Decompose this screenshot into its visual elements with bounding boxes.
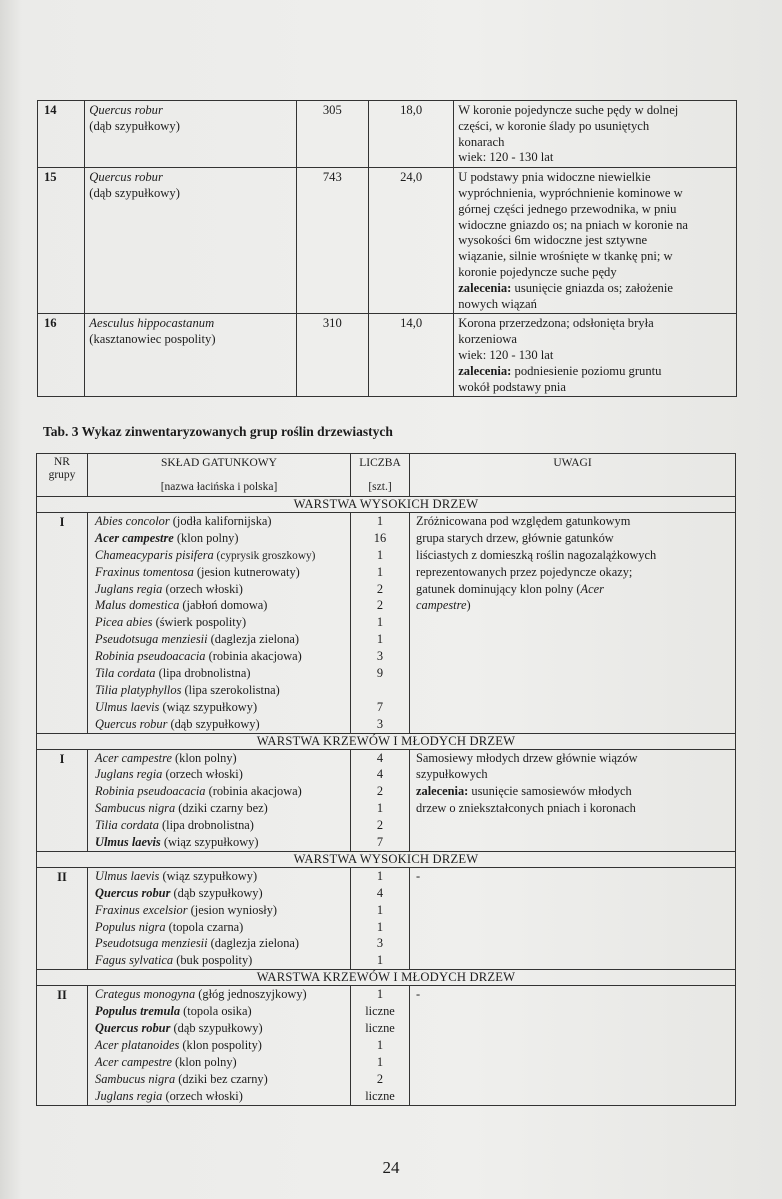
species-entry (95, 868, 346, 885)
species-polish: (klon pospolity) (179, 1037, 262, 1052)
tree-inventory-table (37, 100, 737, 397)
species-latin: Quercus robur (95, 1021, 171, 1036)
species-count: 1 (376, 953, 384, 968)
remark-line: U podstawy pnia widoczne niewielkie (458, 170, 651, 185)
recommendation-label: zalecenia: (458, 363, 512, 378)
species-cell (85, 314, 296, 397)
species-polish: (buk pospolity) (173, 953, 253, 968)
table-caption: Tab. 3 Wykaz zinwentaryzowanych grup roślin drzewiastych (43, 424, 393, 439)
species-count: 1 (376, 987, 384, 1002)
species-count: 1 (376, 801, 384, 816)
species-polish: (lipa drobnolistna) (155, 666, 251, 681)
species-count (351, 682, 409, 699)
species-cell (85, 101, 296, 168)
remark-line: wysokości 6m widoczne jest sztywne (458, 233, 648, 248)
remark-line: wiek: 120 - 130 lat (458, 150, 554, 165)
species-latin: Ulmus laevis (95, 868, 160, 883)
species-entry (95, 935, 346, 952)
group-remarks (410, 867, 736, 969)
group-number: I (37, 749, 88, 851)
species-latin: Juglans regia (95, 767, 163, 782)
species-entry (95, 783, 346, 800)
species-latin: Acer campestre (95, 750, 172, 765)
group-remarks (410, 513, 736, 734)
species-latin: Tilia platyphyllos (95, 682, 182, 697)
group-row (37, 749, 736, 851)
species-polish: (dziki czarny bez) (175, 801, 268, 816)
species-polish: (dąb szypułkowy) (170, 1021, 263, 1036)
header-species (88, 454, 351, 497)
table-header-row (37, 454, 736, 497)
species-latin: Tilia cordata (95, 818, 159, 833)
remark-line: szypułkowych (416, 767, 488, 782)
species-latin: Crategus monogyna (95, 987, 196, 1002)
header-count (351, 454, 410, 497)
species-count: 1 (376, 902, 384, 917)
species-polish: (klon polny) (173, 530, 239, 545)
species-polish: (dąb szypułkowy) (167, 716, 260, 731)
species-entry (95, 530, 346, 547)
species-polish: (robinia akacjowa) (205, 784, 302, 799)
group-number: II (37, 986, 88, 1105)
species-latin: Tila cordata (95, 666, 156, 681)
species-latin: Quercus robur (95, 885, 171, 900)
species-polish: (jesion wyniosły) (187, 902, 278, 917)
count-list (351, 867, 410, 969)
remark-species: Acer (580, 581, 604, 596)
remark-line: reprezentowanych przez pojedyncze okazy; (416, 564, 633, 579)
species-list (88, 749, 351, 851)
species-count: liczne (365, 1088, 395, 1103)
species-count: 2 (376, 581, 384, 596)
species-count: 4 (376, 885, 384, 900)
remark-line: Zróżnicowana pod względem gatunkowym (416, 514, 631, 528)
remark-line: grupa starych drzew, głównie gatunków (416, 530, 614, 545)
group-number: I (37, 513, 88, 734)
species-latin: Acer campestre (95, 1054, 172, 1069)
species-count: 1 (376, 919, 384, 934)
species-latin: Sambucus nigra (95, 1071, 176, 1086)
species-entry (95, 665, 346, 682)
species-polish: (orzech włoski) (162, 1088, 243, 1103)
recommendation-line (458, 281, 732, 297)
species-entry (95, 513, 346, 530)
recommendation-text: usunięcie gniazda os; założenie (511, 280, 673, 295)
layer-title: WARSTWA WYSOKICH DRZEW (37, 851, 736, 867)
recommendation-text: nowych wiązań (458, 296, 537, 311)
species-entry (95, 716, 346, 733)
species-cell (85, 168, 296, 314)
remark-line: liściastych z domieszką roślin nagozalążkowych (416, 547, 657, 562)
layer-title: WARSTWA KRZEWÓW I MŁODYCH DRZEW (37, 733, 736, 749)
species-count: 1 (376, 1037, 384, 1052)
species-entry (95, 564, 346, 581)
species-latin: Quercus robur (89, 170, 163, 185)
species-count: 1 (376, 632, 384, 647)
species-latin: Aesculus hippocastanum (89, 316, 215, 331)
species-entry (95, 547, 346, 564)
species-latin: Sambucus nigra (95, 801, 176, 816)
species-entry (95, 766, 346, 783)
header-nr-label-2: grupy (48, 469, 76, 481)
group-row (37, 513, 736, 734)
species-latin: Malus domestica (95, 598, 180, 613)
species-count: liczne (365, 1021, 395, 1036)
species-polish: (topola czarna) (165, 919, 244, 934)
species-polish: (cyprysik groszkowy) (213, 549, 316, 562)
group-row (37, 986, 736, 1105)
species-polish: (lipa szerokolistna) (181, 682, 280, 697)
species-latin: Populus tremula (95, 1004, 181, 1019)
species-entry (95, 919, 346, 936)
species-latin: Quercus robur (89, 103, 163, 117)
remark-line: W koronie pojedyncze suche pędy w dolnej (458, 103, 679, 117)
remark-line: górnej części jednego przewodnika, w pniu (458, 201, 677, 216)
species-latin: Fraxinus tomentosa (95, 564, 194, 579)
section-header-row (37, 733, 736, 749)
recommendation-label: zalecenia: (458, 280, 512, 295)
species-count: 2 (376, 818, 384, 833)
recommendation-text: usunięcie samosiewów młodych (468, 784, 632, 799)
recommendation-line (458, 364, 732, 380)
remark-line: - (416, 987, 421, 1002)
height-cell: 18,0 (369, 101, 454, 168)
species-latin: Quercus robur (95, 716, 168, 731)
species-entry (95, 1020, 346, 1037)
remark-line: wiązanie, silnie wrośnięte w tkankę pni; w (458, 249, 673, 264)
remarks-cell (454, 314, 737, 397)
species-entry (95, 648, 346, 665)
group-remarks (410, 749, 736, 851)
count-list (351, 513, 410, 734)
species-polish: (jabłoń domowa) (179, 598, 268, 613)
species-latin: Fraxinus excelsior (95, 902, 188, 917)
species-polish: (świerk pospolity) (152, 615, 247, 630)
species-latin: Acer platanoides (95, 1037, 180, 1052)
page-number: 24 (382, 1158, 400, 1177)
species-entry (95, 750, 346, 767)
species-polish: (dąb szypułkowy) (89, 185, 180, 200)
species-entry (95, 682, 346, 699)
group-remarks (410, 986, 736, 1105)
tree-number: 16 (38, 314, 85, 397)
species-entry (95, 885, 346, 902)
species-latin: Abies concolor (95, 514, 170, 528)
circumference-cell: 310 (296, 314, 369, 397)
species-polish: (kasztanowiec pospolity) (89, 332, 216, 347)
remark-line: Korona przerzedzona; odsłonięta bryła (458, 316, 654, 331)
group-number: II (37, 867, 88, 969)
species-entry (95, 597, 346, 614)
count-list (351, 986, 410, 1105)
species-latin: Ulmus laevis (95, 699, 160, 714)
remark-line: widoczne gniazdo os; na pniach w koronie na (458, 217, 688, 232)
header-remarks: UWAGI (410, 454, 736, 497)
species-polish: (orzech włoski) (162, 767, 243, 782)
remark-species: campestre (416, 598, 467, 613)
header-species-label: SKŁAD GATUNKOWY (161, 457, 277, 469)
remark-line: koronie pojedyncze suche pędy (458, 264, 617, 279)
remark-line: Samosiewy młodych drzew głównie wiązów (416, 750, 638, 765)
species-polish: (głóg jednoszyjkowy) (195, 987, 307, 1002)
species-count: 1 (376, 514, 384, 528)
species-entry (95, 614, 346, 631)
species-count: 3 (376, 716, 384, 731)
count-list (351, 749, 410, 851)
species-latin: Robinia pseudoacacia (95, 649, 206, 664)
remark-line: korzeniowa (458, 332, 517, 347)
layer-title: WARSTWA KRZEWÓW I MŁODYCH DRZEW (37, 970, 736, 986)
species-count: 1 (376, 615, 384, 630)
species-entry (95, 631, 346, 648)
species-count: 2 (376, 598, 384, 613)
species-count: 7 (376, 699, 384, 714)
group-inventory-table (36, 453, 736, 1106)
species-polish: (dąb szypułkowy) (170, 885, 263, 900)
species-polish: (daglezja zielona) (207, 632, 300, 647)
species-count: liczne (365, 1004, 395, 1019)
recommendation-text: wokół podstawy pnia (458, 379, 566, 394)
species-list (88, 986, 351, 1105)
species-polish: (robinia akacjowa) (205, 649, 302, 664)
group-row (37, 867, 736, 969)
species-polish: (topola osika) (180, 1004, 252, 1019)
species-latin: Acer campestre (95, 530, 174, 545)
species-polish: (wiąz szypułkowy) (159, 699, 258, 714)
species-count: 7 (376, 835, 384, 850)
tree-number: 15 (38, 168, 85, 314)
remark-line: konarach (458, 134, 505, 149)
species-count: 1 (376, 547, 384, 562)
species-entry (95, 902, 346, 919)
species-polish: (dąb szypułkowy) (89, 118, 180, 133)
species-count: 1 (376, 868, 384, 883)
species-count: 3 (376, 936, 384, 951)
species-polish: (orzech włoski) (162, 581, 243, 596)
table-row (38, 314, 737, 397)
remark-line: - (416, 868, 421, 883)
species-entry (95, 1037, 346, 1054)
species-latin: Pseudotsuga menziesii (95, 632, 208, 647)
species-count: 4 (376, 750, 384, 765)
table-row (38, 101, 737, 168)
header-count-label: LICZBA (359, 457, 401, 469)
circumference-cell: 743 (296, 168, 369, 314)
species-latin: Pseudotsuga menziesii (95, 936, 208, 951)
remark-text: ) (466, 598, 471, 613)
recommendation-label: zalecenia: (416, 784, 469, 799)
species-list (88, 513, 351, 734)
species-entry (95, 817, 346, 834)
header-nr-label: NR (54, 456, 70, 468)
recommendation-text: drzew o zniekształconych pniach i koronach (416, 801, 636, 816)
species-polish: (lipa drobnolistna) (158, 818, 254, 833)
remark-line: wypróchnienia, wypróchnienie kominowe w (458, 185, 683, 200)
species-polish: (wiąz szypułkowy) (159, 868, 258, 883)
species-latin: Ulmus laevis (95, 835, 161, 850)
species-polish: (jodła kalifornijska) (169, 514, 272, 528)
species-entry (95, 986, 346, 1003)
species-count: 1 (376, 564, 384, 579)
species-entry (95, 1003, 346, 1020)
remark-line: części, w koronie ślady po usuniętych (458, 118, 650, 133)
species-entry (95, 699, 346, 716)
height-cell: 24,0 (369, 168, 454, 314)
species-polish: (jesion kutnerowaty) (193, 564, 300, 579)
header-nr (37, 454, 88, 497)
recommendation-line (416, 783, 731, 800)
species-list (88, 867, 351, 969)
section-header-row (37, 497, 736, 513)
table-row (38, 168, 737, 314)
species-count: 16 (373, 530, 387, 545)
circumference-cell: 305 (296, 101, 369, 168)
species-polish: (klon polny) (171, 1054, 237, 1069)
tree-number: 14 (38, 101, 85, 168)
species-entry (95, 1054, 346, 1071)
species-entry (95, 1071, 346, 1088)
species-polish: (wiąz szypułkowy) (160, 835, 259, 850)
species-latin: Juglans regia (95, 1088, 163, 1103)
header-count-sublabel: [szt.] (368, 481, 392, 493)
species-count: 1 (376, 1054, 384, 1069)
species-entry (95, 581, 346, 598)
species-latin: Picea abies (95, 615, 153, 630)
species-count: 4 (376, 767, 384, 782)
species-count: 9 (376, 666, 384, 681)
species-latin: Juglans regia (95, 581, 163, 596)
species-latin: Populus nigra (95, 919, 166, 934)
species-count: 2 (376, 784, 384, 799)
species-count: 3 (376, 649, 384, 664)
species-latin: Chameacyparis pisifera (95, 547, 214, 562)
recommendation-text: podniesienie poziomu gruntu (511, 363, 662, 378)
section-header-row (37, 970, 736, 986)
species-polish: (daglezja zielona) (207, 936, 300, 951)
remark-line (416, 597, 731, 614)
species-entry (95, 800, 346, 817)
species-latin: Robinia pseudoacacia (95, 784, 206, 799)
remarks-cell (454, 168, 737, 314)
section-header-row (37, 851, 736, 867)
species-latin: Fagus sylvatica (95, 953, 174, 968)
species-count: 2 (376, 1071, 384, 1086)
remark-line: wiek: 120 - 130 lat (458, 347, 554, 362)
remarks-cell (454, 101, 737, 168)
remark-text: gatunek dominujący klon polny ( (416, 581, 581, 596)
species-polish: (klon polny) (171, 750, 237, 765)
header-species-sublabel: [nazwa łacińska i polska] (160, 481, 278, 493)
layer-title: WARSTWA WYSOKICH DRZEW (37, 497, 736, 513)
species-entry (95, 952, 346, 969)
remark-line (416, 581, 731, 598)
species-entry (95, 834, 346, 851)
species-polish: (dziki bez czarny) (175, 1071, 268, 1086)
species-entry (95, 1088, 346, 1105)
height-cell: 14,0 (369, 314, 454, 397)
